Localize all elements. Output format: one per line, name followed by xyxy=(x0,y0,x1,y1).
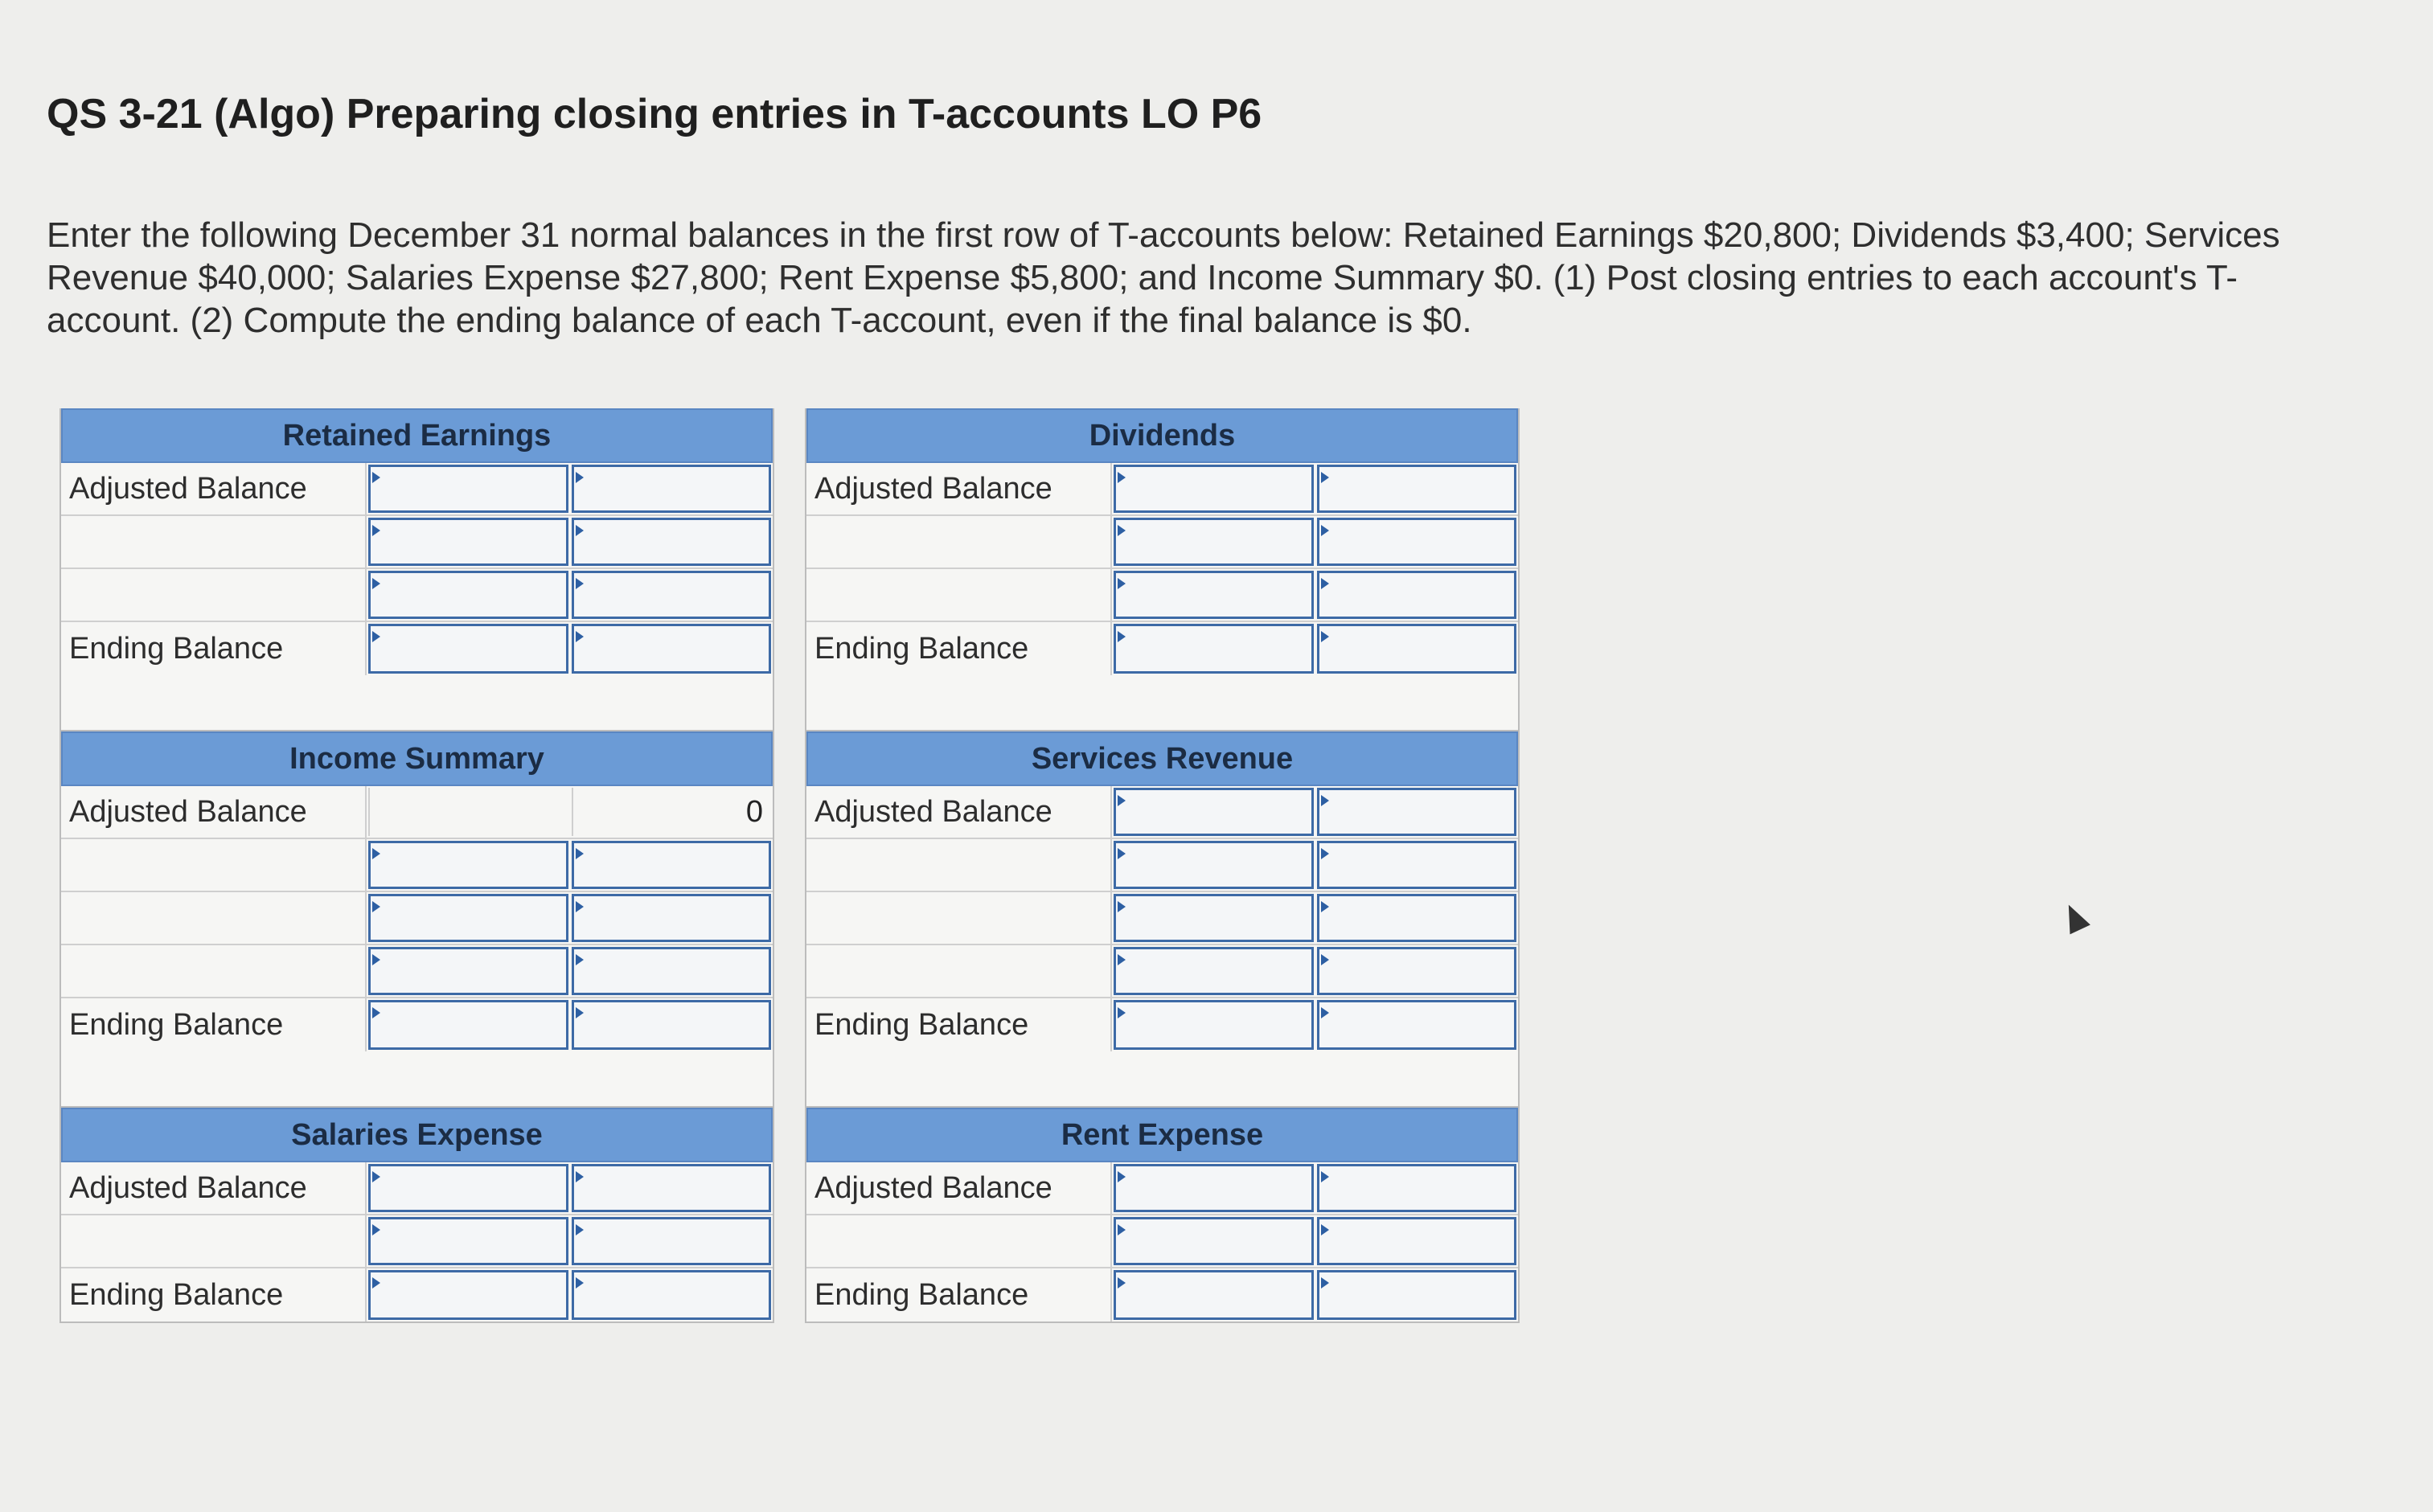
debit-input[interactable] xyxy=(368,1000,568,1050)
t-account-row xyxy=(61,569,773,622)
t-account-row xyxy=(61,839,773,892)
debit-input[interactable] xyxy=(368,518,568,566)
t-account-salaries-expense xyxy=(59,1108,774,1323)
t-account-row xyxy=(806,1215,1518,1268)
t-account-row xyxy=(61,945,773,998)
credit-input[interactable] xyxy=(572,518,772,566)
debit-input[interactable] xyxy=(1114,1164,1314,1212)
debit-input[interactable] xyxy=(368,841,568,889)
t-account-row xyxy=(61,463,773,516)
credit-input[interactable] xyxy=(1317,465,1517,513)
credit-input[interactable] xyxy=(572,894,772,942)
debit-input[interactable] xyxy=(368,571,568,619)
credit-input[interactable] xyxy=(1317,571,1517,619)
debit-input[interactable] xyxy=(1114,1000,1314,1050)
row-label: Adjusted Balance xyxy=(806,463,1112,514)
credit-input[interactable] xyxy=(572,465,772,513)
row-label xyxy=(61,839,367,891)
row-label: Adjusted Balance xyxy=(61,463,367,514)
row-label xyxy=(806,1215,1112,1267)
t-account-row xyxy=(806,892,1518,945)
t-account-row xyxy=(61,516,773,569)
t-account-income-summary xyxy=(59,731,774,1108)
credit-input[interactable] xyxy=(1317,1164,1517,1212)
debit-input[interactable] xyxy=(1114,571,1314,619)
t-account-row xyxy=(806,569,1518,622)
debit-input[interactable] xyxy=(368,1270,568,1320)
credit-input[interactable] xyxy=(572,1217,772,1265)
credit-input[interactable] xyxy=(1317,947,1517,995)
debit-input[interactable] xyxy=(1114,465,1314,513)
t-account-row xyxy=(61,998,773,1051)
row-label: Ending Balance xyxy=(806,622,1112,675)
t-account-title: Salaries Expense xyxy=(61,1108,773,1162)
t-account-title: Rent Expense xyxy=(806,1108,1518,1162)
debit-input[interactable] xyxy=(368,465,568,513)
debit-input[interactable] xyxy=(1114,624,1314,674)
t-account-row xyxy=(806,839,1518,892)
row-label: Ending Balance xyxy=(806,998,1112,1051)
t-account-row xyxy=(61,1162,773,1215)
row-label: Adjusted Balance xyxy=(61,1162,367,1214)
row-label xyxy=(806,516,1112,568)
t-account-row xyxy=(806,622,1518,675)
debit-input[interactable] xyxy=(368,1164,568,1212)
row-label xyxy=(806,945,1112,997)
credit-input[interactable] xyxy=(1317,894,1517,942)
t-accounts-grid xyxy=(59,408,1520,1320)
debit-value xyxy=(368,788,568,836)
debit-input[interactable] xyxy=(1114,788,1314,836)
credit-input[interactable] xyxy=(572,1000,772,1050)
t-account-title: Retained Earnings xyxy=(61,408,773,463)
row-label: Ending Balance xyxy=(806,1268,1112,1321)
t-account-services-revenue xyxy=(805,731,1520,1108)
row-label: Ending Balance xyxy=(61,1268,367,1321)
t-account-rent-expense xyxy=(805,1108,1520,1323)
credit-input[interactable] xyxy=(1317,1217,1517,1265)
debit-input[interactable] xyxy=(368,1217,568,1265)
t-account-row xyxy=(806,516,1518,569)
t-account-row xyxy=(806,463,1518,516)
t-account-retained-earnings xyxy=(59,408,774,731)
row-label xyxy=(61,892,367,944)
credit-input[interactable] xyxy=(572,1270,772,1320)
t-account-dividends xyxy=(805,408,1520,731)
t-account-title: Dividends xyxy=(806,408,1518,463)
t-account-row xyxy=(61,622,773,675)
credit-value: 0 xyxy=(572,788,772,836)
t-account-row xyxy=(61,1268,773,1321)
t-account-title: Income Summary xyxy=(61,731,773,786)
t-account-row xyxy=(806,786,1518,839)
debit-input[interactable] xyxy=(1114,1270,1314,1320)
row-label: Adjusted Balance xyxy=(806,786,1112,838)
credit-input[interactable] xyxy=(572,624,772,674)
debit-input[interactable] xyxy=(368,894,568,942)
t-account-row xyxy=(806,1162,1518,1215)
debit-input[interactable] xyxy=(1114,1217,1314,1265)
credit-input[interactable] xyxy=(572,947,772,995)
t-account-row xyxy=(61,892,773,945)
debit-input[interactable] xyxy=(368,624,568,674)
debit-input[interactable] xyxy=(1114,894,1314,942)
row-label xyxy=(806,839,1112,891)
row-label xyxy=(61,516,367,568)
credit-input[interactable] xyxy=(572,571,772,619)
row-label: Ending Balance xyxy=(61,998,367,1051)
t-account-title: Services Revenue xyxy=(806,731,1518,786)
instructions-text: Enter the following December 31 normal balances in the first row of T-accounts below: Retained Earnings $20,800; Dividends $3,400; Services Revenue $40,000; Salaries Expense $27,800; Rent Expense $5,800; and Income Summary $0. (1) Post closing entries to each account's T-account. (2) Compute the ending balance of each T-account, even if the final balance is $0. xyxy=(47,215,2280,340)
t-account-row xyxy=(806,945,1518,998)
row-label: Adjusted Balance xyxy=(61,786,367,838)
debit-input[interactable] xyxy=(1114,947,1314,995)
t-account-row xyxy=(806,998,1518,1051)
debit-input[interactable] xyxy=(1114,841,1314,889)
row-label xyxy=(806,892,1112,944)
row-label xyxy=(61,569,367,621)
row-label xyxy=(61,1215,367,1267)
credit-input[interactable] xyxy=(1317,1270,1517,1320)
row-label xyxy=(806,569,1112,621)
t-account-row xyxy=(61,1215,773,1268)
t-account-row xyxy=(806,1268,1518,1321)
row-label: Ending Balance xyxy=(61,622,367,675)
row-label xyxy=(61,945,367,997)
credit-input[interactable] xyxy=(1317,788,1517,836)
credit-input[interactable] xyxy=(1317,841,1517,889)
row-label: Adjusted Balance xyxy=(806,1162,1112,1214)
debit-input[interactable] xyxy=(368,947,568,995)
debit-input[interactable] xyxy=(1114,518,1314,566)
mouse-cursor-icon xyxy=(2058,900,2090,935)
page-title: QS 3-21 (Algo) Preparing closing entries in T-accounts LO P6 xyxy=(47,91,1262,137)
credit-input[interactable] xyxy=(1317,518,1517,566)
credit-input[interactable] xyxy=(572,1164,772,1212)
credit-input[interactable] xyxy=(1317,624,1517,674)
credit-input[interactable] xyxy=(1317,1000,1517,1050)
credit-input[interactable] xyxy=(572,841,772,889)
t-account-row xyxy=(61,786,773,839)
